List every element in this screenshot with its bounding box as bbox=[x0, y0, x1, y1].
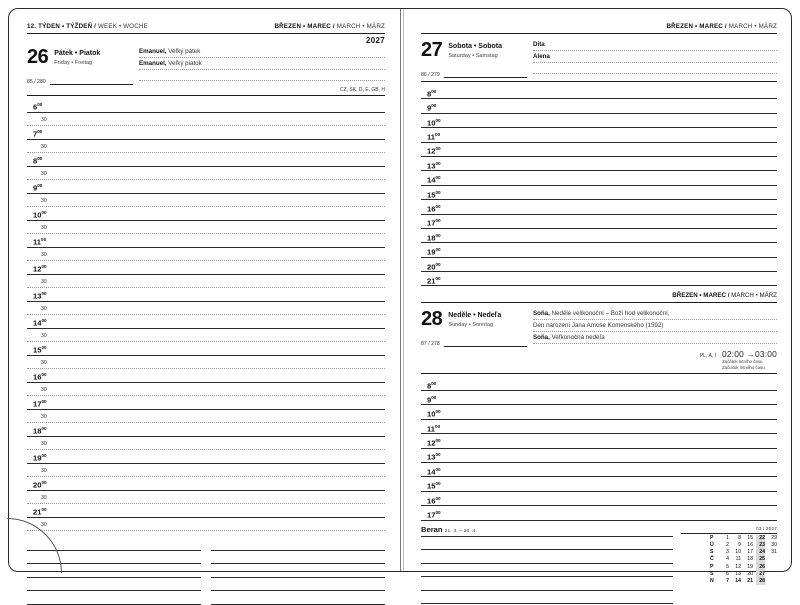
friday-hour-14[interactable] bbox=[27, 315, 385, 329]
sunday-hour-11[interactable] bbox=[421, 420, 777, 434]
sunday-hour-15[interactable] bbox=[421, 477, 777, 491]
saturday-day-name-main: Sobota • Sobota bbox=[448, 43, 503, 50]
sunday-hour-label-10: $10^{00}$ bbox=[427, 409, 441, 419]
mini-cal-day[interactable]: 25 bbox=[756, 556, 765, 563]
mini-cal-day[interactable] bbox=[768, 556, 777, 563]
saturday-day-block bbox=[421, 40, 777, 78]
friday-hour-label-20: $20^{00}$ bbox=[33, 479, 47, 490]
sunday-nameday-1-name: Soňa, bbox=[533, 310, 550, 318]
notes-row[interactable] bbox=[27, 537, 385, 551]
mini-cal-day[interactable]: 28 bbox=[756, 578, 765, 585]
friday-halfhour-18[interactable] bbox=[27, 437, 385, 451]
friday-hour-label-9: $9^{00}$ bbox=[33, 182, 43, 193]
friday-country-flags: CZ, SK, D, E, GB, H bbox=[27, 87, 385, 96]
zodiac-line-3[interactable] bbox=[421, 577, 673, 591]
friday-hour-7[interactable] bbox=[27, 126, 385, 140]
friday-day-name-main: Pátek • Piatok bbox=[54, 50, 101, 57]
mini-cal-day[interactable]: 2 bbox=[726, 541, 729, 548]
saturday-nameday-1 bbox=[533, 41, 777, 51]
sunday-day-meta bbox=[421, 339, 527, 347]
sunday-hour-label-13: $13^{00}$ bbox=[427, 452, 441, 462]
saturday-hour-10[interactable] bbox=[421, 114, 777, 128]
mini-cal-day[interactable]: 16 bbox=[747, 541, 753, 548]
saturday-hour-label-8: $8^{00}$ bbox=[427, 88, 437, 99]
sunday-month-bold: BŘEZEN • MAREC / bbox=[672, 292, 730, 300]
friday-hour-label-8: $8^{00}$ bbox=[33, 155, 43, 166]
notes-line-right-2[interactable] bbox=[211, 564, 385, 578]
notes-line-right-3[interactable] bbox=[211, 578, 385, 592]
saturday-hour-19[interactable] bbox=[421, 243, 777, 257]
saturday-hour-label-18: $18^{00}$ bbox=[427, 232, 441, 243]
mini-cal-day[interactable]: 11 bbox=[735, 556, 741, 563]
notes-line-left-4[interactable] bbox=[27, 591, 201, 605]
mini-cal-day[interactable] bbox=[768, 571, 777, 578]
sunday-hours-grid[interactable] bbox=[421, 377, 777, 521]
saturday-hour-label-15: $15^{00}$ bbox=[427, 189, 441, 200]
friday-nameday-2-desc: Veľký piatok bbox=[168, 60, 202, 67]
notes-row[interactable] bbox=[27, 551, 385, 565]
mini-cal-day[interactable]: 27 bbox=[756, 571, 765, 578]
friday-hour-label-10: $10^{00}$ bbox=[33, 209, 47, 220]
sunday-hour-8[interactable] bbox=[421, 377, 777, 391]
sunday-day-name-main: Neděle • Nedeľa bbox=[448, 312, 502, 320]
right-page-footer bbox=[421, 525, 777, 605]
book-page-surface bbox=[8, 8, 792, 584]
saturday-hour-21[interactable] bbox=[421, 272, 777, 286]
friday-halfhour-label-20: 30 bbox=[41, 495, 47, 501]
mini-cal-day[interactable] bbox=[768, 578, 777, 585]
mini-cal-dow: N bbox=[710, 577, 714, 584]
saturday-hour-label-19: $19^{00}$ bbox=[427, 247, 441, 257]
friday-hour-label-16: $16^{00}$ bbox=[33, 371, 47, 382]
friday-hour-label-11: $11^{00}$ bbox=[33, 236, 47, 247]
mini-cal-day[interactable]: 29 bbox=[771, 534, 777, 541]
sunday-nameday-3-name: Soňa, bbox=[533, 334, 550, 342]
mini-cal-day[interactable]: 18 bbox=[747, 556, 753, 563]
friday-halfhour-label-19: 30 bbox=[41, 468, 47, 474]
friday-hour-9[interactable] bbox=[27, 180, 385, 194]
mini-cal-day[interactable]: 1 bbox=[726, 534, 729, 541]
month-label-light: MARCH • MÄRZ bbox=[336, 23, 385, 30]
sunday-hour-12[interactable] bbox=[421, 434, 777, 448]
saturday-hour-label-16: $16^{00}$ bbox=[427, 203, 441, 214]
sunday-hour-17[interactable] bbox=[421, 506, 777, 520]
week-label bbox=[27, 23, 148, 30]
saturday-divider bbox=[421, 80, 777, 82]
mini-cal-dow: Č bbox=[710, 556, 714, 563]
sunday-meta-rule bbox=[444, 339, 527, 347]
notes-line-left-3[interactable] bbox=[27, 578, 201, 592]
saturday-hour-label-17: $17^{00}$ bbox=[427, 218, 441, 228]
mini-cal-day[interactable]: 8 bbox=[738, 534, 741, 541]
sunday-nameday-3 bbox=[533, 334, 777, 344]
sunday-nameday-3-desc: Veľkonočná nedeľa bbox=[551, 334, 605, 342]
saturday-nameday-1-name: Dita bbox=[533, 41, 545, 48]
friday-hour-15[interactable] bbox=[27, 342, 385, 356]
sunday-names-column bbox=[533, 309, 777, 347]
friday-day-meta bbox=[27, 77, 133, 85]
zodiac-line-1[interactable] bbox=[421, 550, 673, 564]
friday-hour-label-6: $6^{00}$ bbox=[33, 101, 43, 112]
friday-hour-label-12: $12^{00}$ bbox=[33, 263, 47, 274]
sunday-hour-label-16: $16^{00}$ bbox=[427, 495, 441, 506]
friday-day-block bbox=[27, 47, 385, 85]
friday-halfhour-label-12: 30 bbox=[41, 279, 47, 285]
mini-cal-day[interactable]: 31 bbox=[771, 549, 777, 556]
saturday-day-name-sub: Saturday • Samstag bbox=[448, 53, 498, 59]
sunday-hour-label-11: $11^{00}$ bbox=[427, 423, 441, 434]
friday-hour-label-13: $13^{00}$ bbox=[33, 290, 47, 301]
dst-times bbox=[722, 349, 777, 370]
sunday-day-number: 28 bbox=[421, 308, 443, 331]
mini-cal-day[interactable]: 4 bbox=[726, 556, 729, 563]
mini-cal-row-S-5 bbox=[681, 571, 777, 578]
friday-names-column bbox=[139, 47, 385, 85]
month-label-right-light: MARCH • MÄRZ bbox=[728, 23, 777, 30]
mini-cal-day[interactable]: 5 bbox=[726, 563, 729, 570]
mini-cal-day[interactable]: 22 bbox=[756, 535, 765, 542]
saturday-hour-11[interactable] bbox=[421, 128, 777, 142]
sunday-day-block bbox=[421, 309, 777, 347]
mini-cal-day[interactable]: 23 bbox=[756, 542, 765, 549]
saturday-hour-17[interactable] bbox=[421, 215, 777, 229]
saturday-names-column bbox=[533, 40, 777, 78]
sunday-hour-label-15: $15^{00}$ bbox=[427, 481, 441, 491]
dst-time-change: 02:00 →03:00 bbox=[721, 349, 777, 360]
mini-cal-day[interactable]: 26 bbox=[756, 564, 765, 571]
friday-note-line-1[interactable] bbox=[139, 72, 385, 81]
saturday-hour-label-10: $10^{00}$ bbox=[427, 117, 441, 128]
saturday-hour-label-9: $9^{00}$ bbox=[427, 103, 437, 113]
zodiac-line-2[interactable] bbox=[421, 564, 673, 578]
sunday-day-count: 87 / 278 bbox=[421, 341, 440, 348]
mini-cal-day[interactable]: 7 bbox=[726, 577, 729, 584]
mini-cal-day[interactable]: 6 bbox=[726, 570, 729, 577]
friday-halfhour-17[interactable] bbox=[27, 410, 385, 424]
sunday-hour-label-12: $12^{00}$ bbox=[427, 438, 441, 448]
friday-halfhour-label-17: 30 bbox=[41, 414, 47, 420]
friday-halfhour-label-13: 30 bbox=[41, 306, 47, 312]
friday-hour-12[interactable] bbox=[27, 261, 385, 275]
sunday-day-name bbox=[448, 309, 501, 330]
mini-cal-day[interactable]: 13 bbox=[735, 570, 741, 577]
dst-country-flags: PL, A, I bbox=[699, 353, 716, 360]
friday-halfhour-16[interactable] bbox=[27, 383, 385, 397]
sunday-hour-13[interactable] bbox=[421, 449, 777, 463]
saturday-hour-16[interactable] bbox=[421, 200, 777, 214]
mini-cal-row-N-6 bbox=[681, 578, 777, 585]
sunday-hour-label-14: $14^{00}$ bbox=[427, 466, 441, 477]
saturday-hour-label-20: $20^{00}$ bbox=[427, 261, 441, 272]
month-label-right bbox=[666, 23, 777, 30]
friday-day-name-sub: Friday • Freitag bbox=[54, 60, 93, 66]
mini-cal-day[interactable]: 9 bbox=[738, 541, 741, 548]
friday-halfhour-9[interactable] bbox=[27, 194, 385, 208]
saturday-hour-label-21: $21^{00}$ bbox=[427, 275, 441, 286]
friday-halfhour-label-14: 30 bbox=[41, 333, 47, 339]
friday-nameday-1-desc: Veľký pátek bbox=[168, 48, 201, 55]
mini-cal-day[interactable]: 14 bbox=[735, 577, 741, 584]
friday-hour-label-17: $17^{00}$ bbox=[33, 398, 47, 409]
friday-hours-grid[interactable] bbox=[27, 99, 385, 531]
notes-row[interactable] bbox=[27, 564, 385, 578]
saturday-nameday-2 bbox=[533, 53, 777, 63]
friday-halfhour-label-6: 30 bbox=[41, 117, 47, 123]
friday-day-column bbox=[27, 47, 139, 85]
right-page bbox=[401, 9, 793, 584]
sunday-nameday-1-desc: Neděle velikonoční – Boží hod velikonoční, bbox=[551, 310, 670, 318]
friday-halfhour-label-7: 30 bbox=[41, 144, 47, 150]
friday-halfhour-14[interactable] bbox=[27, 329, 385, 343]
mini-cal-dow: P bbox=[710, 563, 714, 570]
friday-hour-11[interactable] bbox=[27, 234, 385, 248]
zodiac-note-lines[interactable] bbox=[421, 537, 673, 605]
mini-cal-day[interactable]: 30 bbox=[771, 541, 777, 548]
saturday-hour-label-12: $12^{00}$ bbox=[427, 146, 441, 156]
sunday-section-header bbox=[421, 292, 777, 303]
mini-cal-row-S-2 bbox=[681, 549, 777, 556]
notes-line-right-4[interactable] bbox=[211, 591, 385, 605]
left-page bbox=[9, 9, 401, 573]
mini-cal-row-Ú-1 bbox=[681, 542, 777, 549]
friday-halfhour-21[interactable] bbox=[27, 518, 385, 532]
sunday-day-column bbox=[421, 309, 533, 347]
sunday-nameday-1 bbox=[533, 310, 777, 320]
zodiac-line-4[interactable] bbox=[421, 591, 673, 605]
friday-halfhour-10[interactable] bbox=[27, 221, 385, 235]
saturday-hour-12[interactable] bbox=[421, 143, 777, 157]
friday-hour-20[interactable] bbox=[27, 477, 385, 491]
friday-nameday-1-name: Emanuel, bbox=[139, 48, 167, 55]
friday-hour-16[interactable] bbox=[27, 369, 385, 383]
friday-hour-label-15: $15^{00}$ bbox=[33, 344, 47, 355]
friday-halfhour-15[interactable] bbox=[27, 356, 385, 370]
zodiac-area bbox=[421, 525, 673, 605]
friday-hour-label-21: $21^{00}$ bbox=[33, 506, 47, 517]
mini-cal-day[interactable]: 17 bbox=[747, 549, 753, 556]
mini-cal-dow: S bbox=[710, 570, 714, 577]
friday-halfhour-7[interactable] bbox=[27, 140, 385, 154]
friday-day-name bbox=[54, 47, 100, 68]
mini-cal-day[interactable]: 24 bbox=[756, 549, 765, 556]
saturday-hour-15[interactable] bbox=[421, 186, 777, 200]
friday-hour-21[interactable] bbox=[27, 504, 385, 518]
mini-cal-day[interactable]: 3 bbox=[726, 549, 729, 556]
mini-calendar[interactable] bbox=[681, 525, 777, 605]
friday-halfhour-label-18: 30 bbox=[41, 441, 47, 447]
notes-line-right-1[interactable] bbox=[211, 551, 385, 565]
friday-nameday-2 bbox=[139, 60, 385, 70]
friday-hour-label-19: $19^{00}$ bbox=[33, 452, 47, 463]
mini-cal-row-P-0 bbox=[681, 535, 777, 542]
friday-day-number: 26 bbox=[27, 46, 49, 68]
mini-cal-row-P-4 bbox=[681, 564, 777, 571]
friday-halfhour-11[interactable] bbox=[27, 248, 385, 262]
friday-meta-rule bbox=[50, 77, 133, 85]
mini-cal-day[interactable]: 12 bbox=[735, 563, 741, 570]
saturday-hour-18[interactable] bbox=[421, 229, 777, 243]
saturday-day-number: 27 bbox=[421, 39, 443, 61]
zodiac-line-0[interactable] bbox=[421, 537, 673, 551]
sunday-hour-10[interactable] bbox=[421, 405, 777, 419]
saturday-hour-9[interactable] bbox=[421, 99, 777, 113]
sunday-nameday-2 bbox=[533, 322, 777, 332]
friday-halfhour-6[interactable] bbox=[27, 113, 385, 127]
mini-cal-dow: S bbox=[710, 549, 714, 556]
friday-hour-18[interactable] bbox=[27, 423, 385, 437]
saturday-day-meta bbox=[421, 70, 527, 78]
mini-cal-day[interactable]: 19 bbox=[747, 563, 753, 570]
notes-line-right-0[interactable] bbox=[211, 537, 385, 551]
friday-halfhour-13[interactable] bbox=[27, 302, 385, 316]
friday-halfhour-8[interactable] bbox=[27, 167, 385, 181]
friday-halfhour-20[interactable] bbox=[27, 491, 385, 505]
friday-day-count: 85 / 280 bbox=[27, 79, 46, 85]
friday-hour-label-7: $7^{00}$ bbox=[33, 128, 43, 139]
saturday-hour-8[interactable] bbox=[421, 85, 777, 99]
saturday-hour-20[interactable] bbox=[421, 258, 777, 272]
friday-hour-13[interactable] bbox=[27, 288, 385, 302]
friday-notes-area[interactable] bbox=[27, 537, 385, 605]
sunday-hour-label-8: $8^{00}$ bbox=[427, 380, 437, 391]
sunday-month-light: MARCH • MÄRZ bbox=[731, 292, 777, 300]
saturday-meta-rule bbox=[444, 70, 527, 78]
friday-halfhour-19[interactable] bbox=[27, 464, 385, 478]
month-label-left bbox=[274, 23, 385, 30]
friday-hour-10[interactable] bbox=[27, 207, 385, 221]
saturday-nameday-2-name: Alena bbox=[533, 53, 550, 60]
saturday-hour-label-11: $11^{00}$ bbox=[427, 132, 441, 142]
mini-cal-day[interactable]: 20 bbox=[747, 570, 753, 577]
sunday-hour-9[interactable] bbox=[421, 391, 777, 405]
sunday-hour-14[interactable] bbox=[421, 463, 777, 477]
mini-cal-day[interactable]: 15 bbox=[747, 534, 753, 541]
dst-note-sk: Začiatok letného času bbox=[721, 365, 765, 371]
saturday-hour-label-14: $14^{00}$ bbox=[427, 175, 441, 185]
daylight-saving-note bbox=[421, 349, 777, 373]
saturday-hour-14[interactable] bbox=[421, 171, 777, 185]
saturday-hour-13[interactable] bbox=[421, 157, 777, 171]
mini-cal-day[interactable] bbox=[768, 564, 777, 571]
friday-halfhour-12[interactable] bbox=[27, 275, 385, 289]
sunday-hour-label-9: $9^{00}$ bbox=[427, 394, 437, 405]
zodiac-title bbox=[421, 525, 673, 537]
week-label-bold: 12. TÝDEN • TÝŽDEŇ / bbox=[27, 23, 97, 30]
mini-cal-dow: P bbox=[710, 534, 714, 541]
mini-calendar-rows bbox=[681, 535, 777, 585]
friday-nameday-1 bbox=[139, 48, 385, 58]
saturday-day-column bbox=[421, 40, 533, 78]
mini-calendar-title: 03 / 2027 bbox=[681, 525, 777, 534]
friday-hour-8[interactable] bbox=[27, 153, 385, 167]
mini-cal-day[interactable]: 10 bbox=[735, 549, 741, 556]
year-label: 2027 bbox=[366, 36, 385, 45]
friday-hour-6[interactable] bbox=[27, 99, 385, 113]
friday-halfhour-label-10: 30 bbox=[41, 225, 47, 231]
friday-hour-label-14: $14^{00}$ bbox=[33, 317, 47, 328]
friday-hour-label-18: $18^{00}$ bbox=[33, 425, 47, 436]
friday-halfhour-label-9: 30 bbox=[41, 198, 47, 204]
friday-halfhour-label-21: 30 bbox=[41, 522, 47, 528]
mini-cal-dow: Ú bbox=[710, 541, 714, 548]
saturday-day-count: 86 / 279 bbox=[421, 72, 440, 78]
sunday-day-name-sub: Sunday • Sonntag bbox=[448, 322, 494, 329]
saturday-day-name bbox=[448, 40, 502, 61]
friday-halfhour-label-15: 30 bbox=[41, 360, 47, 366]
month-label-bold: BŘEZEN • MAREC / bbox=[274, 23, 335, 30]
week-label-light: WEEK • WOCHE bbox=[98, 23, 148, 30]
saturday-note-line-1[interactable] bbox=[533, 65, 777, 74]
mini-cal-day[interactable]: 21 bbox=[747, 577, 753, 584]
month-label-right-bold: BŘEZEN • MAREC / bbox=[666, 23, 727, 30]
friday-halfhour-label-8: 30 bbox=[41, 171, 47, 177]
saturday-hours-grid[interactable] bbox=[421, 85, 777, 286]
sunday-hour-label-17: $17^{00}$ bbox=[427, 510, 441, 520]
sunday-nameday-2-desc: Den narození Jana Amose Komenského (1592) bbox=[533, 322, 664, 330]
mini-cal-row-Č-3 bbox=[681, 556, 777, 563]
left-page-header bbox=[27, 23, 385, 34]
notes-row[interactable] bbox=[27, 578, 385, 592]
friday-halfhour-label-11: 30 bbox=[41, 252, 47, 258]
sunday-hour-16[interactable] bbox=[421, 492, 777, 506]
zodiac-name: Beran bbox=[421, 524, 443, 534]
right-page-header bbox=[421, 23, 777, 34]
friday-hour-17[interactable] bbox=[27, 396, 385, 410]
friday-nameday-2-name: Emanuel, bbox=[139, 60, 167, 67]
friday-halfhour-label-16: 30 bbox=[41, 387, 47, 393]
dst-note-cz: Začátek letního času bbox=[721, 359, 763, 365]
friday-hour-19[interactable] bbox=[27, 450, 385, 464]
saturday-hour-label-13: $13^{00}$ bbox=[427, 160, 441, 171]
notes-row[interactable] bbox=[27, 591, 385, 605]
zodiac-range: 21. 3. – 20. 4. bbox=[444, 528, 477, 534]
